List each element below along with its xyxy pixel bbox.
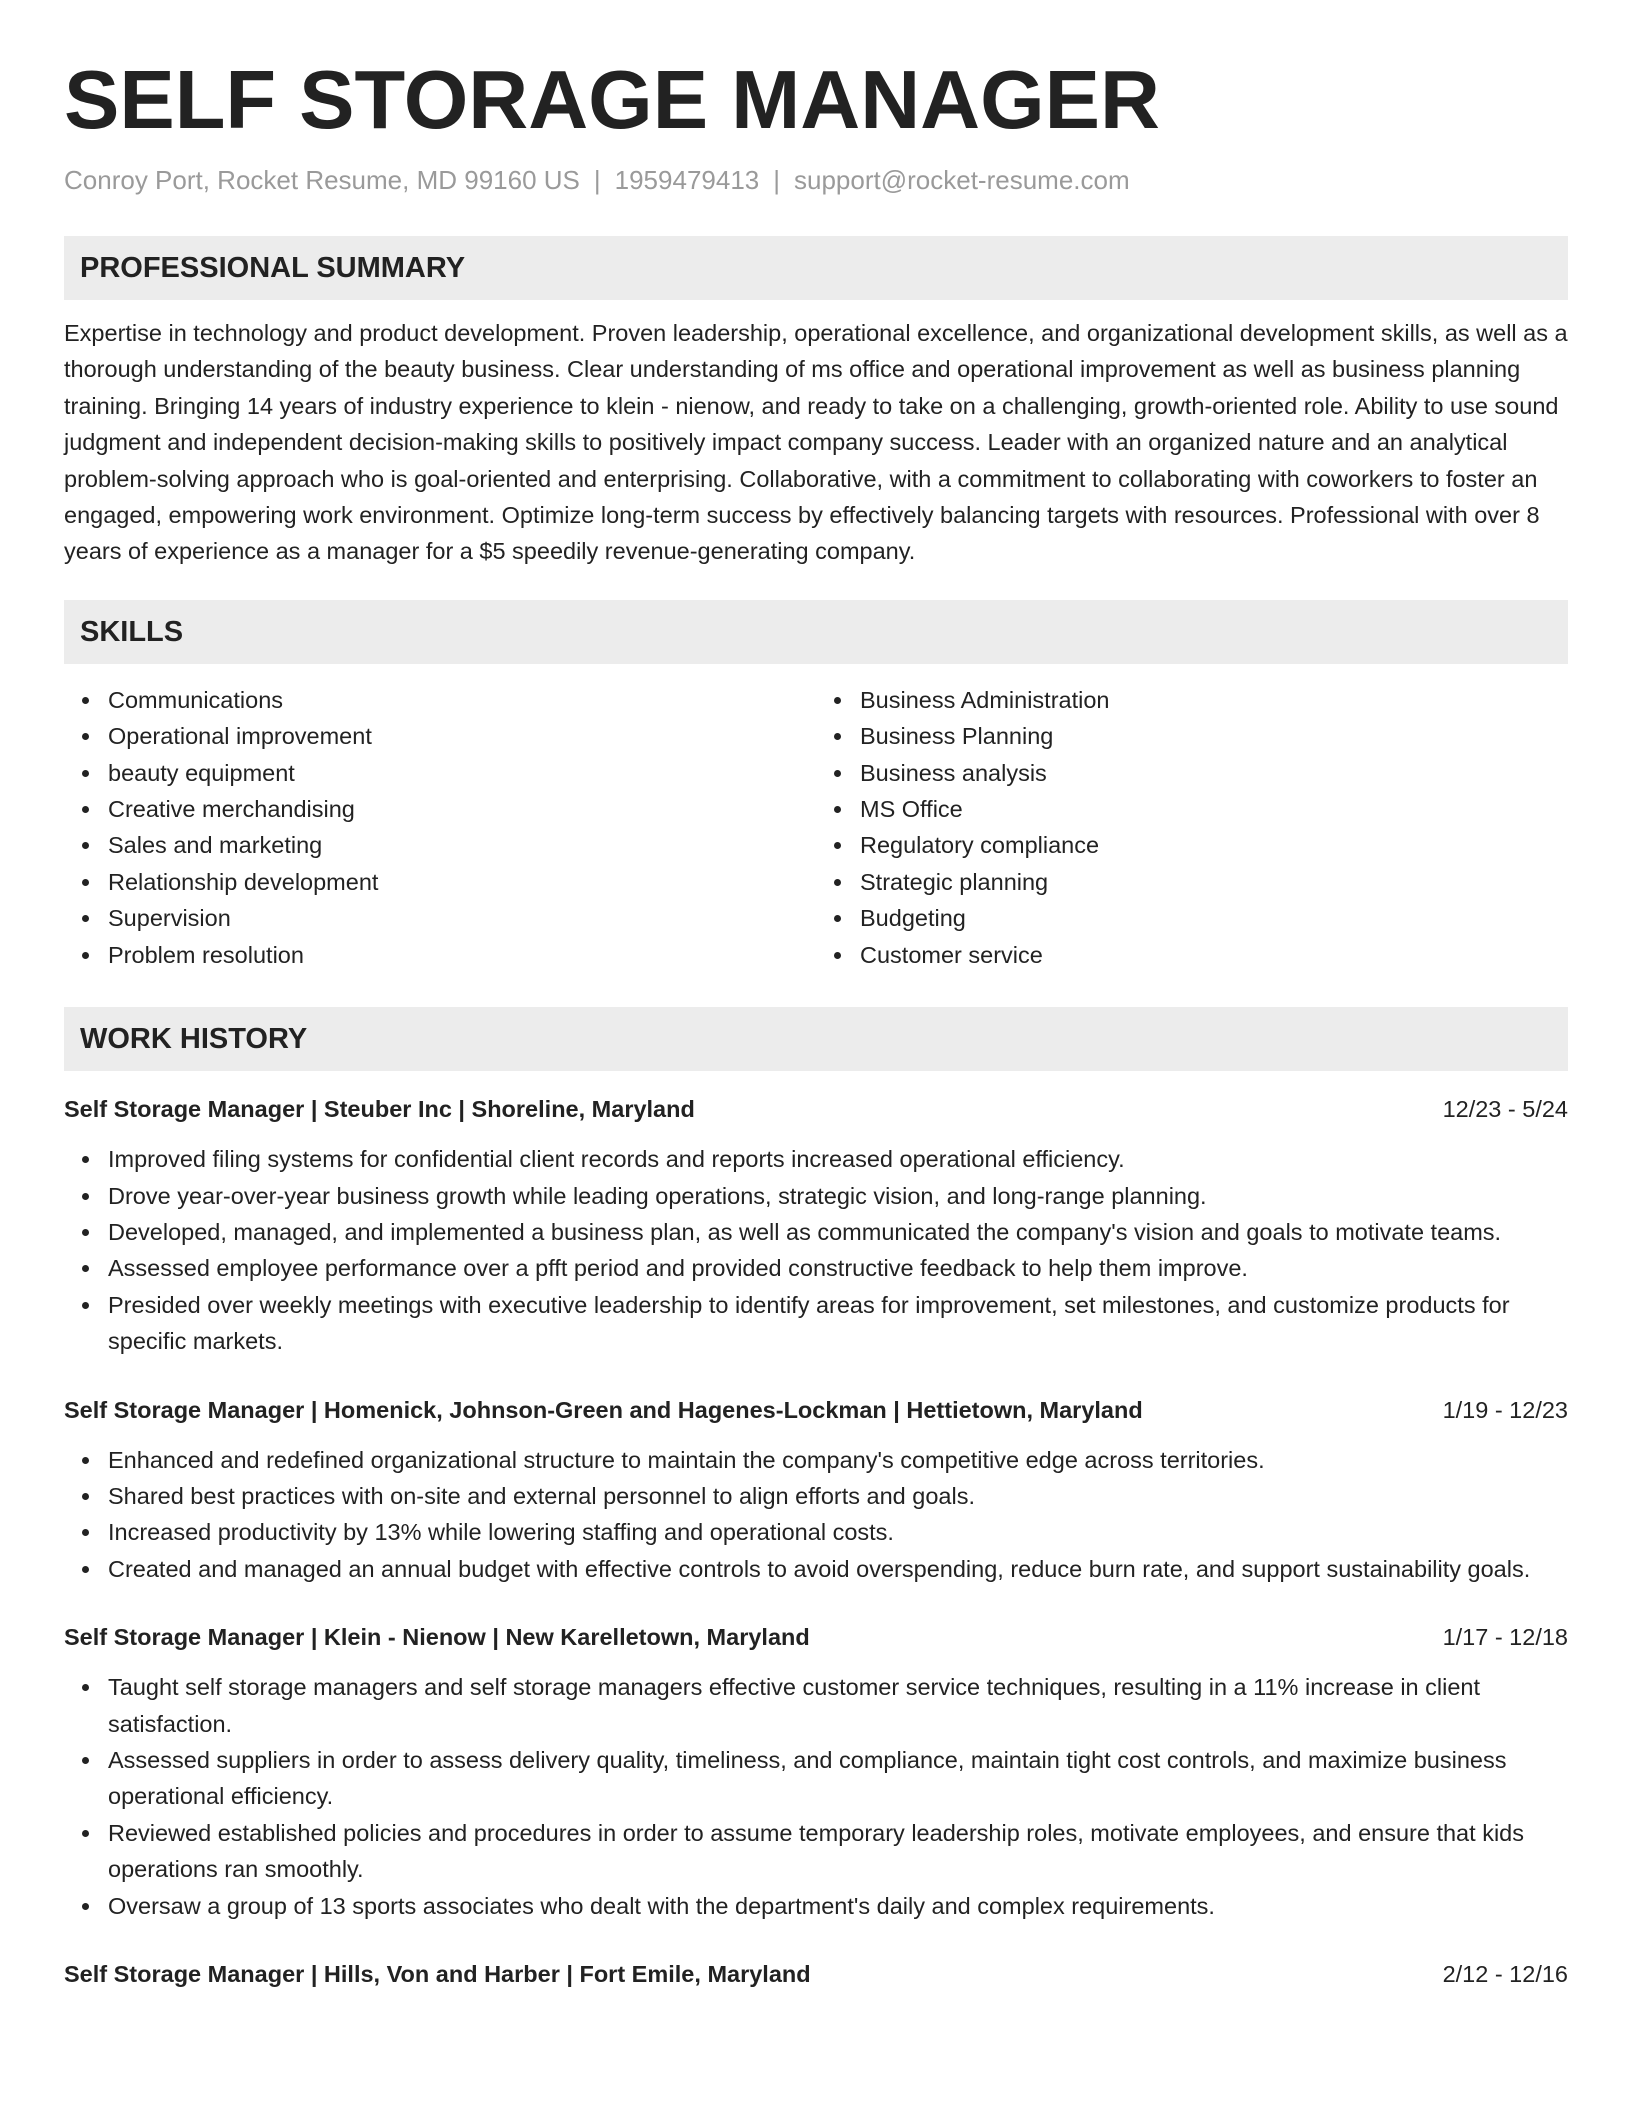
job-bullets: [64, 1442, 1568, 1588]
job-bullets: [64, 1669, 1568, 1924]
job-entry: [64, 1956, 1568, 1992]
job-dates: 2/12 - 12/16: [1442, 1961, 1568, 1987]
contact-separator: |: [593, 165, 601, 195]
skill-item: Creative merchandising: [108, 791, 816, 827]
job-dates: 1/19 - 12/23: [1442, 1396, 1568, 1423]
job-entry: [64, 1091, 1568, 1359]
job-bullet: Enhanced and redefined organizational structure to maintain the company's competitive edge across territories.: [108, 1442, 1568, 1478]
skill-item: Supervision: [108, 900, 816, 936]
skill-item: MS Office: [860, 791, 1568, 827]
skill-item: beauty equipment: [108, 755, 816, 791]
summary-text: Expertise in technology and product development. Proven leadership, operational excellence, and organizational development skills, as well as a thorough understanding of the beauty business. Clear understanding of ms office and operational improvement as well as business planning training. Bringing 14 years of industry experience to klein - nienow, and ready to take on a challenging, growth-oriented role. Ability to use sound judgment and independent decision-making skills to positively impact company success. Leader with an organized nature and an analytical problem-solving approach who is goal-oriented and enterprising. Collaborative, with a commitment to collaborating with coworkers to foster an engaged, empowering work environment. Optimize long-term success by effectively balancing targets with resources. Professional with over 8 years of experience as a manager for a $5 speedily revenue-generating company.: [64, 320, 1568, 565]
job-bullet: Assessed employee performance over a pfft period and provided constructive feedback to help them improve.: [108, 1250, 1568, 1286]
skill-item: Business analysis: [860, 755, 1568, 791]
contact-phone: 1959479413: [614, 165, 760, 195]
job-entry: [64, 1619, 1568, 1924]
resume-title: SELF STORAGE MANAGER: [64, 53, 1160, 146]
section-heading-skills: SKILLS: [64, 600, 1568, 664]
section-heading-summary: PROFESSIONAL SUMMARY: [64, 236, 1568, 300]
job-bullet: Improved filing systems for confidential client records and reports increased operational efficiency.: [108, 1141, 1568, 1177]
skills-column-right: [816, 682, 1568, 973]
job-title: Self Storage Manager | Klein - Nienow | New Karelletown, Maryland: [64, 1624, 810, 1651]
job-header: [64, 1392, 1568, 1428]
skills-column-left: [64, 682, 816, 973]
job-title: Self Storage Manager | Homenick, Johnson-Green and Hagenes-Lockman | Hettietown, Maryland: [64, 1396, 1143, 1423]
job-header: [64, 1091, 1568, 1127]
skill-item: Communications: [108, 682, 816, 718]
job-header: [64, 1619, 1568, 1655]
skill-item: Relationship development: [108, 864, 816, 900]
skill-item: Operational improvement: [108, 718, 816, 754]
skill-item: Strategic planning: [860, 864, 1568, 900]
job-bullets: [64, 1141, 1568, 1359]
resume-page: [64, 50, 1568, 1992]
skill-item: Sales and marketing: [108, 827, 816, 863]
contact-line: [64, 162, 1568, 198]
section-heading-work-history: WORK HISTORY: [64, 1007, 1568, 1071]
job-bullet: Drove year-over-year business growth while leading operations, strategic vision, and long-range planning.: [108, 1178, 1568, 1214]
skill-item: Customer service: [860, 937, 1568, 973]
job-entry: [64, 1392, 1568, 1588]
job-bullet: Increased productivity by 13% while lowering staffing and operational costs.: [108, 1514, 1568, 1550]
job-title: Self Storage Manager | Steuber Inc | Shoreline, Maryland: [64, 1096, 695, 1123]
job-bullet: Created and managed an annual budget with effective controls to avoid overspending, reduce burn rate, and support sustainability goals.: [108, 1551, 1568, 1587]
skills-list: [64, 682, 1568, 973]
job-bullet: Reviewed established policies and procedures in order to assume temporary leadership roles, motivate employees, and ensure that kids operations ran smoothly.: [108, 1815, 1568, 1888]
job-dates: 1/17 - 12/18: [1442, 1624, 1568, 1651]
job-bullet: Developed, managed, and implemented a business plan, as well as communicated the company's vision and goals to motivate teams.: [108, 1214, 1568, 1250]
skill-item: Business Planning: [860, 718, 1568, 754]
skill-item: Budgeting: [860, 900, 1568, 936]
contact-separator: |: [773, 165, 781, 195]
job-bullet: Presided over weekly meetings with executive leadership to identify areas for improvement, set milestones, and customize products for specific markets.: [108, 1287, 1568, 1360]
skill-item: Business Administration: [860, 682, 1568, 718]
job-bullet: Assessed suppliers in order to assess delivery quality, timeliness, and compliance, maintain tight cost controls, and maximize business operational efficiency.: [108, 1742, 1568, 1815]
skill-item: Problem resolution: [108, 937, 816, 973]
contact-address: Conroy Port, Rocket Resume, MD 99160 US: [64, 165, 580, 195]
job-title: Self Storage Manager | Hills, Von and Harber | Fort Emile, Maryland: [64, 1961, 811, 1987]
skill-item: Regulatory compliance: [860, 827, 1568, 863]
job-bullet: Oversaw a group of 13 sports associates who dealt with the department's daily and complex requirements.: [108, 1888, 1568, 1924]
contact-email: support@rocket-resume.com: [794, 165, 1130, 195]
job-dates: 12/23 - 5/24: [1442, 1096, 1568, 1123]
job-header: [64, 1956, 1568, 1992]
job-bullet: Shared best practices with on-site and external personnel to align efforts and goals.: [108, 1478, 1568, 1514]
job-bullet: Taught self storage managers and self storage managers effective customer service techniques, resulting in a 11% increase in client satisfaction.: [108, 1669, 1568, 1742]
